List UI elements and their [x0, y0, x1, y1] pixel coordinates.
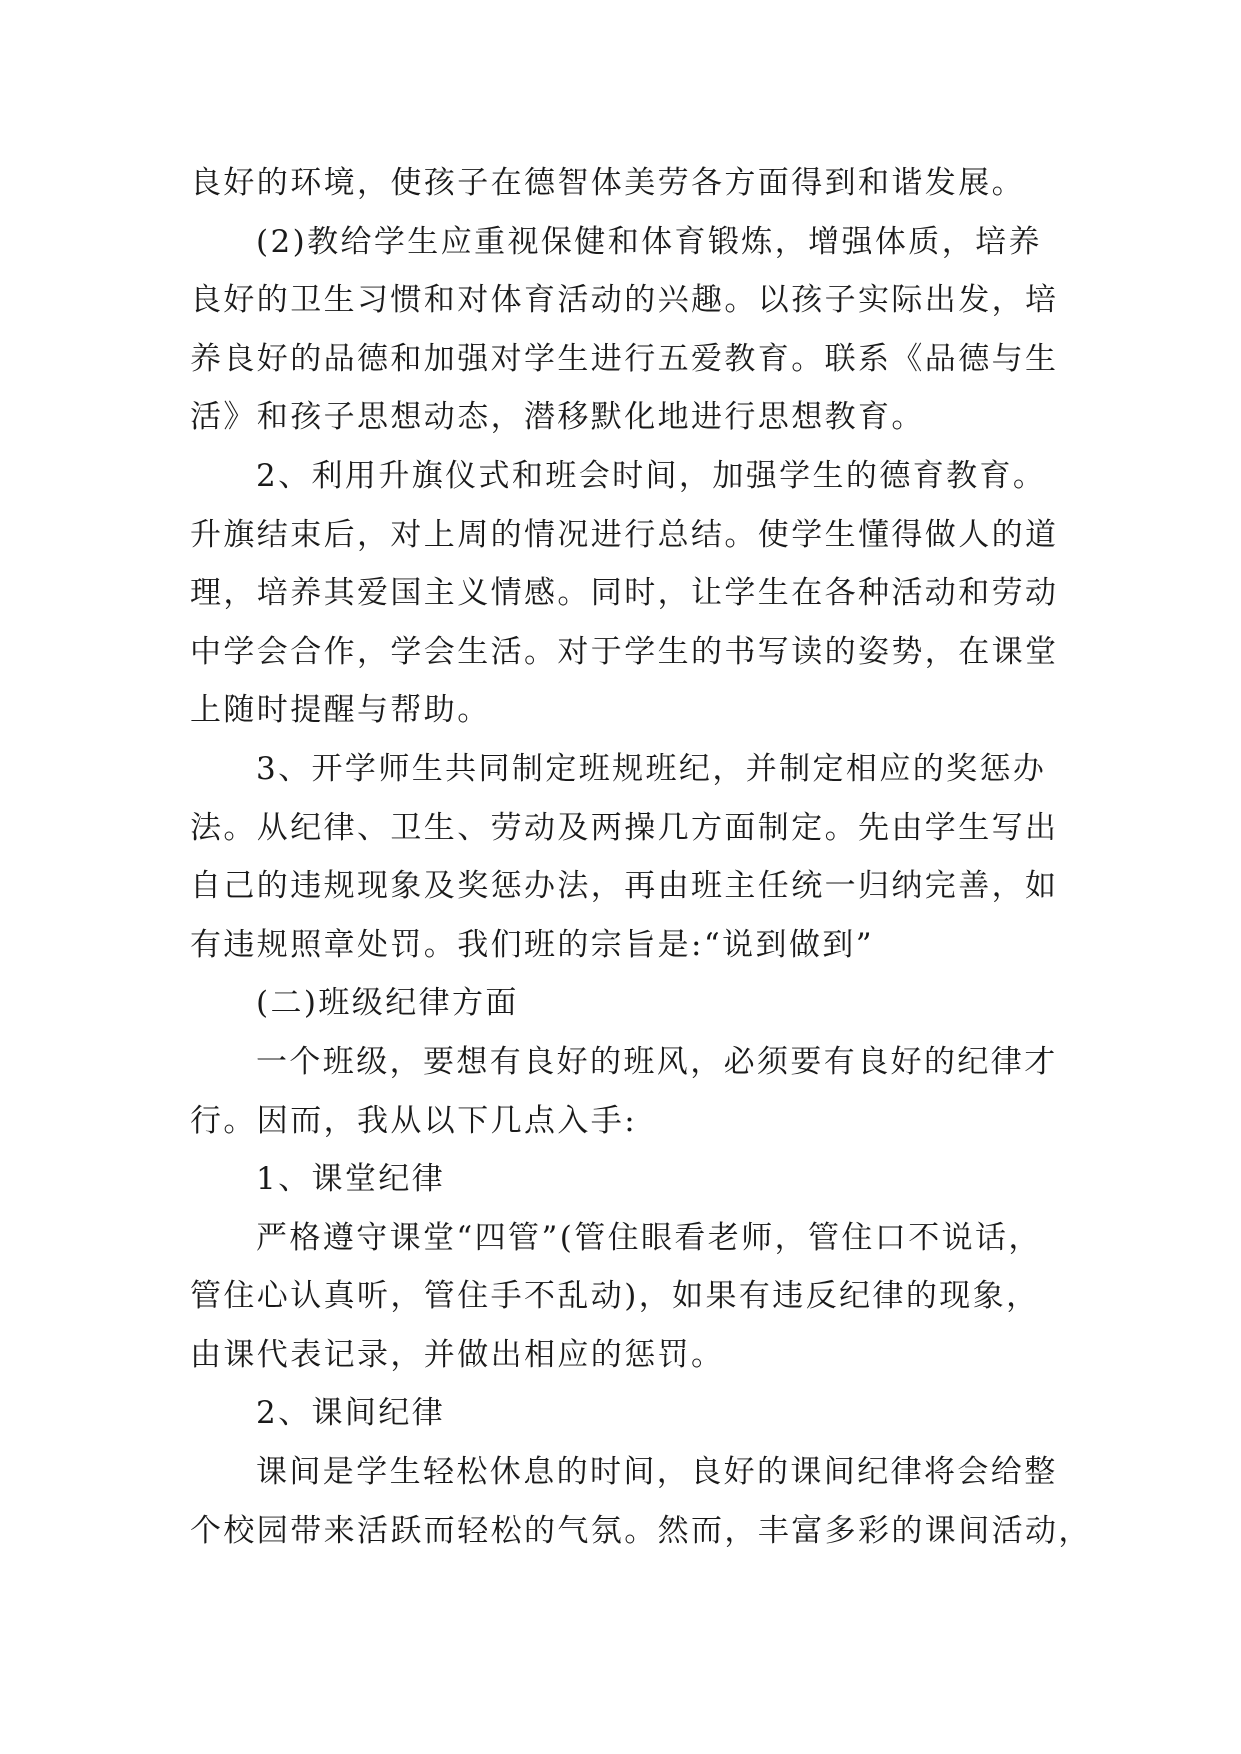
subsection-heading: 2、课间纪律 — [256, 1395, 446, 1432]
text-line: 升旗结束后，对上周的情况进行总结。使学生懂得做人的道 — [190, 516, 1059, 553]
text-line: 一个班级，要想有良好的班风，必须要有良好的纪律才 — [256, 1043, 1058, 1080]
text-line: 课间是学生轻松休息的时间，良好的课间纪律将会给整 — [256, 1454, 1058, 1491]
section-heading: (二)班级纪律方面 — [256, 985, 519, 1022]
text-line: 严格遵守课堂“四管”(管住眼看老师，管住口不说话， — [256, 1219, 1042, 1256]
subsection-heading: 1、课堂纪律 — [256, 1161, 446, 1198]
text-line: 养良好的品德和加强对学生进行五爱教育。联系《品德与生 — [190, 340, 1059, 377]
text-line: 理，培养其爱国主义情感。同时，让学生在各种活动和劳动 — [190, 575, 1059, 612]
text-line: 自己的违规现象及奖惩办法，再由班主任统一归纳完善，如 — [190, 868, 1059, 905]
text-line: 行。因而，我从以下几点入手: — [190, 1102, 638, 1139]
text-line: 中学会合作，学会生活。对于学生的书写读的姿势，在课堂 — [190, 633, 1059, 670]
text-line: 良好的环境，使孩子在德智体美劳各方面得到和谐发展。 — [190, 165, 1025, 201]
text-line: 3、开学师生共同制定班规班纪，并制定相应的奖惩办 — [256, 750, 1047, 787]
text-line: 个校园带来活跃而轻松的气氛。然而，丰富多彩的课间活动， — [190, 1512, 1092, 1549]
text-line: 法。从纪律、卫生、劳动及两操几方面制定。先由学生写出 — [190, 809, 1059, 846]
text-line: (2)教给学生应重视保健和体育锻炼，增强体质，培养 — [256, 223, 1042, 260]
text-line: 2、利用升旗仪式和班会时间，加强学生的德育教育。 — [256, 457, 1047, 494]
text-line: 活》和孩子思想动态，潜移默化地进行思想教育。 — [190, 399, 925, 436]
text-line: 良好的卫生习惯和对体育活动的兴趣。以孩子实际出发，培 — [190, 282, 1059, 319]
text-line: 管住心认真听，管住手不乱动)，如果有违反纪律的现象， — [190, 1278, 1040, 1315]
text-line: 上随时提醒与帮助。 — [190, 692, 491, 729]
document-body — [190, 154, 1092, 1560]
text-line: 由课代表记录，并做出相应的惩罚。 — [190, 1336, 725, 1373]
text-line: 有违规照章处罚。我们班的宗旨是:“说到做到” — [190, 926, 874, 963]
